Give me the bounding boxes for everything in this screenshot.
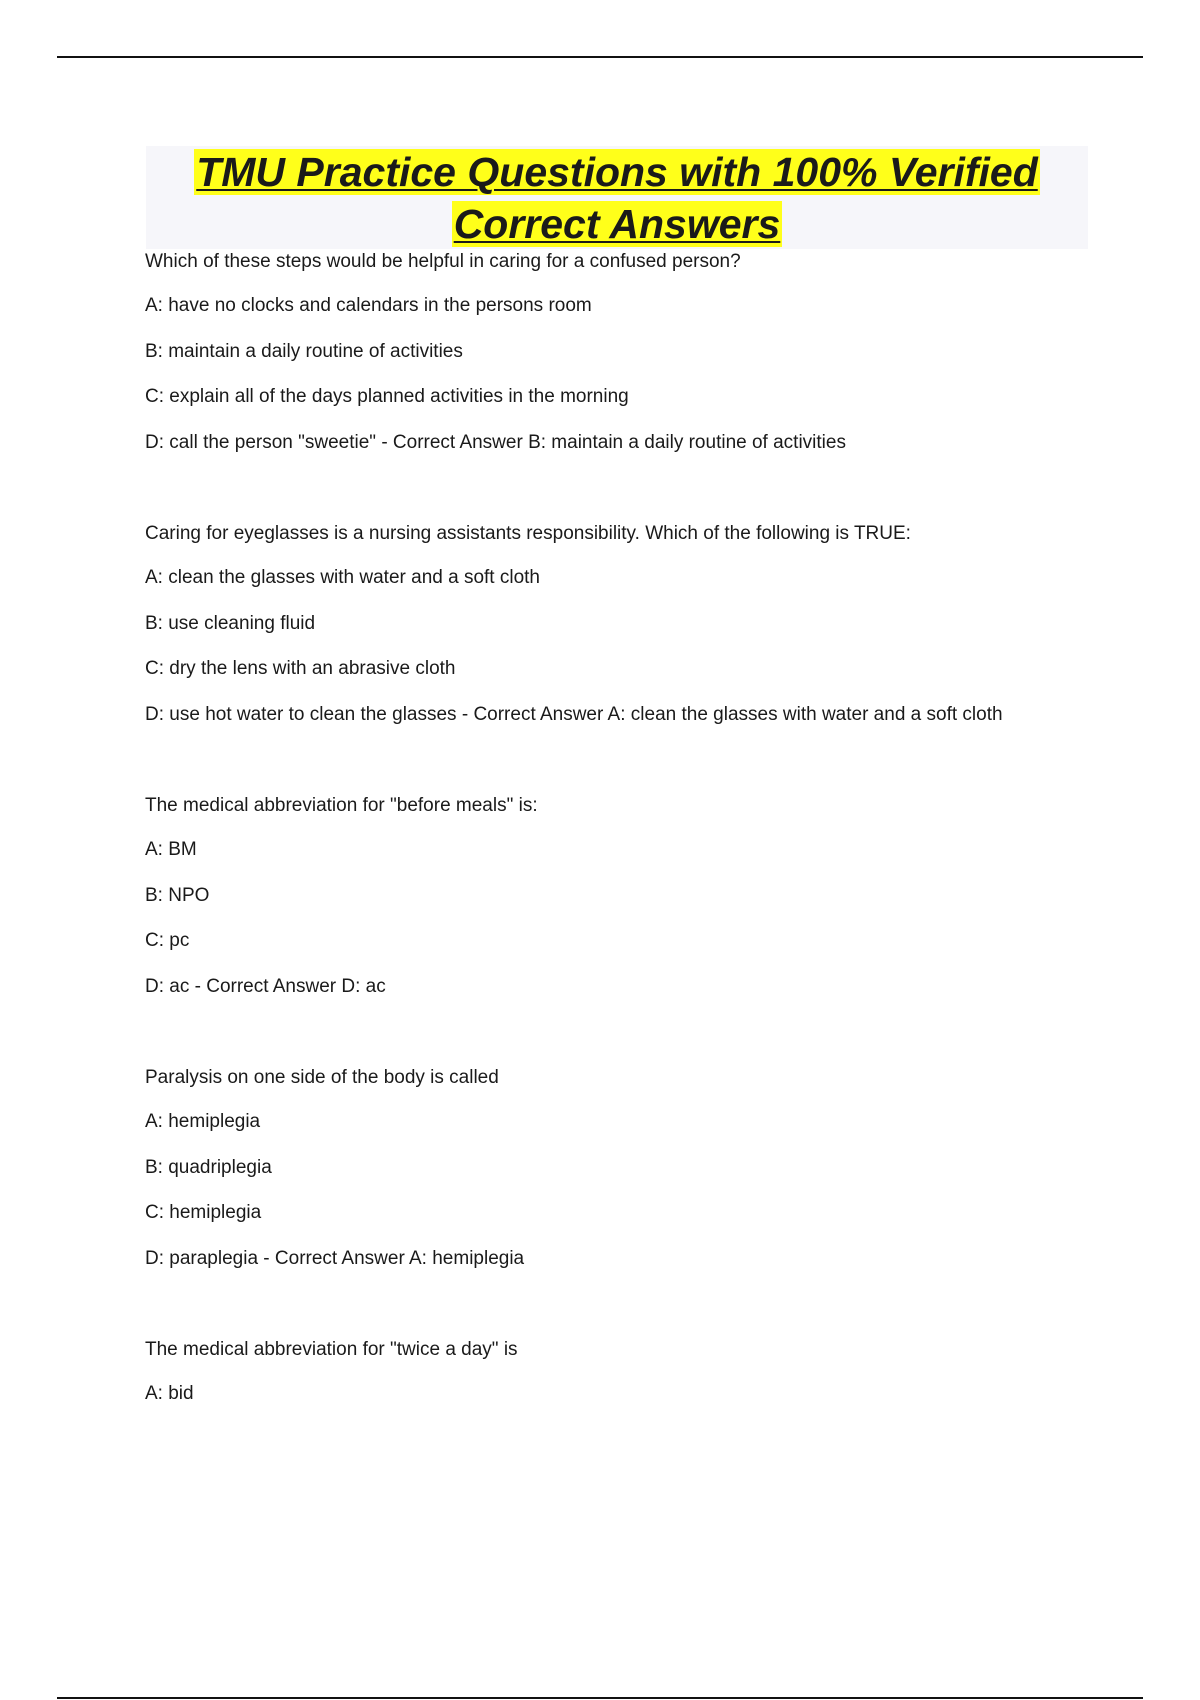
answer-option: B: quadriplegia — [145, 1156, 272, 1178]
question-block — [145, 248, 1145, 474]
answer-option: A: have no clocks and calendars in the persons room — [145, 295, 592, 316]
answer-option: A: hemiplegia — [145, 1111, 261, 1132]
answer-option: B: use cleaning fluid — [145, 612, 316, 634]
answer-option: B: NPO — [145, 884, 210, 906]
question-block — [145, 1336, 1145, 1426]
answer-option: A: clean the glasses with water and a soft cloth — [145, 567, 540, 588]
question-prompt: Paralysis on one side of the body is called — [145, 1067, 499, 1088]
question-prompt: Which of these steps would be helpful in caring for a confused person? — [145, 251, 741, 272]
footer-rule — [57, 1697, 1143, 1699]
answer-option: D: call the person "sweetie" - Correct Answer B: maintain a daily routine of activities — [145, 431, 846, 453]
answer-option: D: paraplegia - Correct Answer A: hemiplegia — [145, 1247, 525, 1269]
title-line-1: TMU Practice Questions with 100% Verified — [196, 149, 1038, 195]
answer-option: D: ac - Correct Answer D: ac — [145, 975, 386, 997]
header-rule — [57, 56, 1143, 58]
question-prompt: The medical abbreviation for "before meals" is: — [145, 795, 538, 816]
question-block — [145, 520, 1145, 746]
answer-option: C: pc — [145, 930, 190, 951]
title-line-2: Correct Answers — [453, 201, 781, 247]
answer-option: C: explain all of the days planned activities in the morning — [145, 386, 629, 407]
question-prompt: The medical abbreviation for "twice a day" is — [145, 1339, 518, 1360]
answer-option: C: hemiplegia — [145, 1202, 262, 1223]
answer-option: C: dry the lens with an abrasive cloth — [145, 658, 456, 679]
question-prompt: Caring for eyeglasses is a nursing assistants responsibility. Which of the following is TRUE: — [145, 523, 911, 544]
question-block — [145, 1064, 1145, 1290]
document-title — [146, 146, 1088, 249]
answer-option: A: bid — [145, 1383, 194, 1404]
answer-option: A: BM — [145, 839, 197, 860]
answer-option: D: use hot water to clean the glasses - Correct Answer A: clean the glasses with water and a soft cloth — [145, 703, 1003, 725]
question-list — [145, 248, 1145, 1426]
question-block — [145, 792, 1145, 1018]
answer-option: B: maintain a daily routine of activities — [145, 340, 463, 362]
